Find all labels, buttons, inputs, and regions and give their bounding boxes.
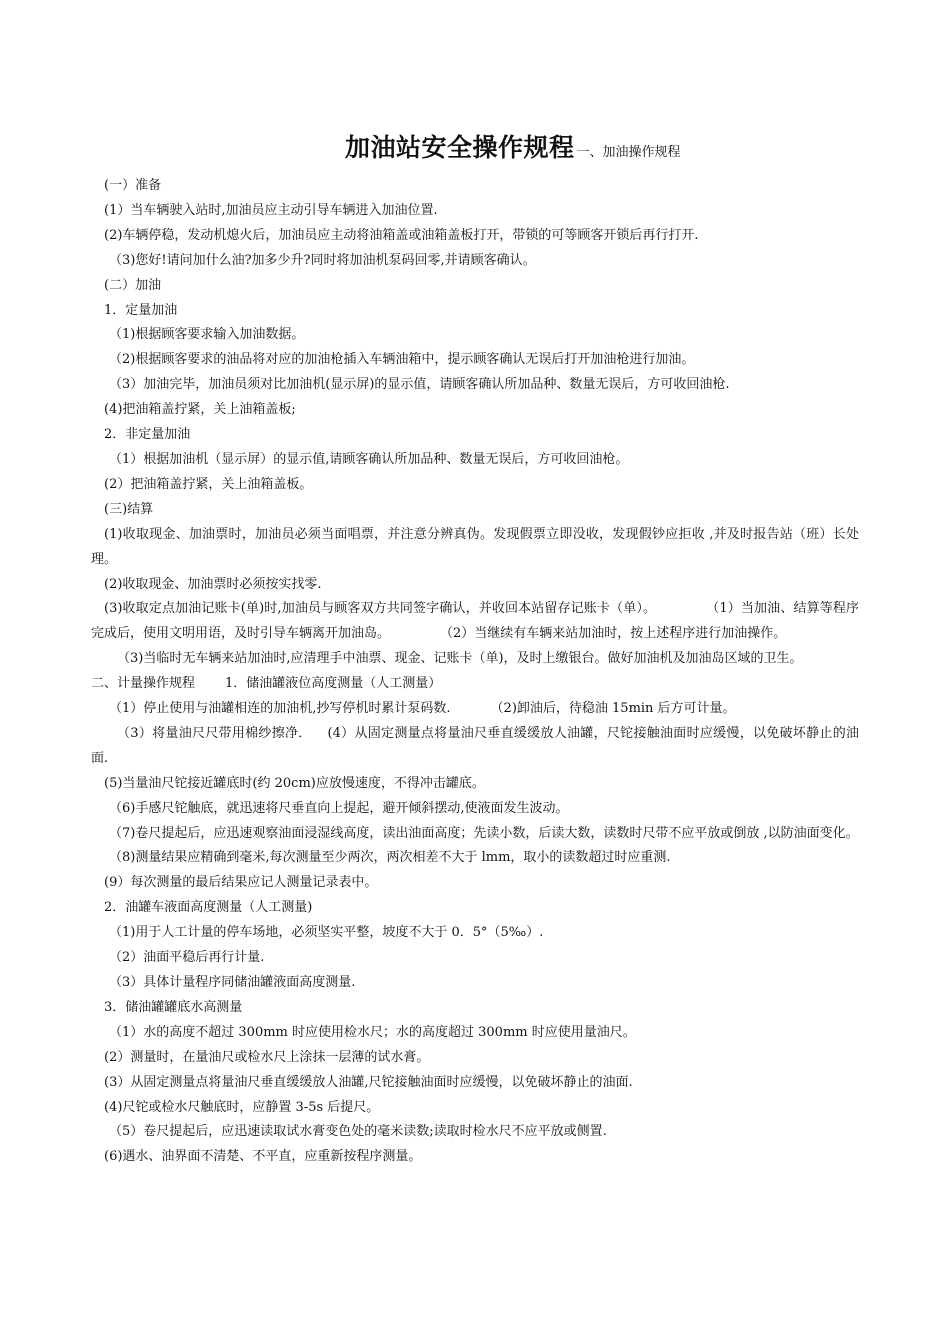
paragraph-part: （1）当加油、结算等程序完成后，使用文明用语，及时引导车辆离开加油岛。 [91,601,859,642]
paragraph: (5)当量油尺铊接近罐底时(约 20cm)应放慢速度，不得冲击罐底。 [104,775,485,791]
paragraph: （3）加油完毕，加油员须对比加油机(显示屏)的显示值，请顾客确认所加品种、数量无误后，方可收回油枪. [109,377,730,393]
paragraph: （3)您好!请问加什么油?加多少升?同时将加油机泵码回零,并请顾客确认。 [109,252,536,268]
subsection-heading: 2．非定量加油 [104,427,191,443]
paragraph: (2）测量时，在量油尺或检水尺上涂抹一层薄的试水膏。 [104,1049,430,1065]
paragraph-part: (4）从固定测量点将量油尺垂直缓缓放人油罐，尺铊接触油面时应缓慢，以免破坏静止的油面. [91,725,859,766]
paragraph-part: （2)卸油后，待稳油 15min 后方可计量。 [490,701,736,717]
section-heading: (一）准备 [104,178,162,193]
paragraph-part: （2）当继续有车辆来站加油时，按上述程序进行加油操作。 [440,626,787,642]
paragraph: (2）把油箱盖拧紧，关上油箱盖板。 [104,476,313,492]
paragraph: （3)当临时无车辆来站加油时,应清理手中油票、现金、记账卡（单)，及时上缴银台。做好加油机及加油岛区域的卫生。 [117,651,803,667]
title-main: 加油站安全操作规程 [345,133,575,162]
section-heading-run [91,672,859,697]
paragraph: （1）水的高度不超过 300mm 时应使用检水尺；水的高度超过 300mm 时应使用量油尺。 [109,1024,636,1040]
paragraph: （8)测量结果应精确到毫米,每次测量至少两次，两次相差不大于 lmm，取小的读数超过时应重测. [109,850,671,866]
paragraph-run [91,722,859,772]
paragraph: (9）每次测量的最后结果应记人测量记录表中。 [104,875,378,891]
paragraph: (3）从固定测量点将量油尺垂直缓缓放人油罐,尺铊接触油面时应缓慢，以免破坏静止的油面. [104,1074,633,1090]
paragraph: （5）卷尺提起后，应迅速读取试水膏变色处的毫米读数;读取时检水尺不应平放或侧置. [109,1124,607,1140]
paragraph-part: (3)收取定点加油记账卡(单)时,加油员与顾客双方共同签字确认，并收回本站留存记账卡（单）。 [104,601,657,617]
document-body [91,174,859,1170]
paragraph-run [91,597,859,647]
paragraph: （6)手感尺铊触底，就迅速将尺垂直向上提起，避开倾斜摆动,使液面发生波动。 [109,800,569,816]
paragraph: (2)收取现金、加油票时必须按实找零. [104,576,322,592]
document-title [345,130,681,171]
paragraph: （1）根据加油机（显示屏）的显示值,请顾客确认所加品种、数量无误后，方可收回油枪。 [109,451,629,467]
paragraph: （2）油面平稳后再行计量. [109,950,265,966]
paragraph: (4)尺铊或检水尺触底时，应静置 3-5s 后提尺。 [104,1099,380,1115]
paragraph: (6)遇水、油界面不清楚、不平直，应重新按程序测量。 [104,1149,422,1165]
paragraph: (1)收取现金、加油票时，加油员必须当面唱票，并注意分辨真伪。发现假票立即没收，发现假钞应拒收 ,并及时报告站（班）长处理。 [91,526,859,567]
paragraph: （3）具体计量程序同储油罐液面高度测量. [109,975,356,990]
paragraph-part: （3）将量油尺尺带用棉纱擦净． [117,725,312,741]
paragraph: (4)把油箱盖拧紧，关上油箱盖板; [104,402,296,418]
subsection-heading: 3．储油罐罐底水高测量 [104,999,243,1015]
paragraph-run [91,697,859,722]
subsection-heading: 1．定量加油 [104,302,178,318]
subsection-heading: 2．油罐车液面高度测量（人工测量) [104,900,313,916]
paragraph: （2)根据顾客要求的油品将对应的加油枪插入车辆油箱中，提示顾客确认无误后打开加油枪进行加油。 [109,352,695,368]
paragraph: (1）当车辆驶入站时,加油员应主动引导车辆进入加油位置. [104,202,438,218]
section-heading: (二）加油 [104,277,162,293]
paragraph: （1)根据顾客要求输入加油数据。 [109,327,305,343]
paragraph: （1)用于人工计量的停车场地，必须坚实平整，坡度不大于 0．5°（5‰）. [109,925,544,941]
paragraph: （7)卷尺提起后，应迅速观察油面浸湿线高度，读出油面高度；先读小数，后读大数，读数时尺带不应平放或倒放 ,以防油面变化。 [109,825,859,841]
paragraph-part: （1）停止使用与油罐相连的加油机,抄写停机时累计泵码数. [109,701,451,717]
paragraph: (2)车辆停稳，发动机熄火后，加油员应主动将油箱盖或油箱盖板打开，带锁的可等顾客开锁后再行打开. [104,227,699,243]
section-heading: 二、计量操作规程 [91,676,196,692]
subsection-heading: 1．储油罐液位高度测量（人工测量） [225,676,442,692]
section-heading: (三)结算 [104,501,154,517]
title-trailing-heading: 一、加油操作规程 [576,145,681,160]
